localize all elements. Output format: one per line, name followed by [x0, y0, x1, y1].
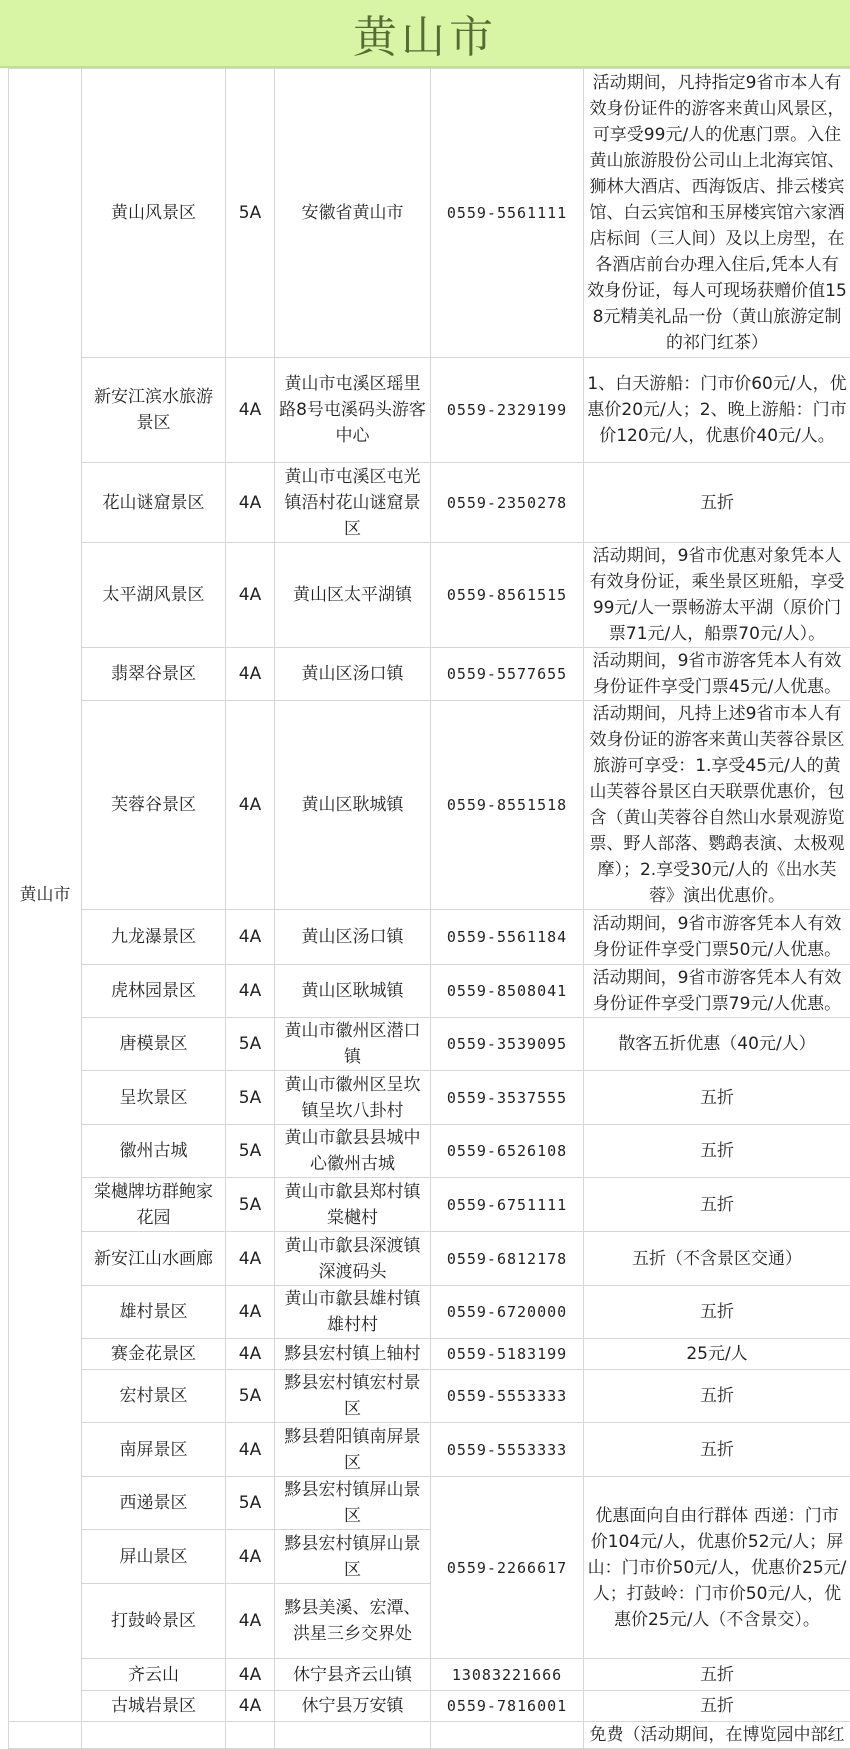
- spot-phone: 0559-2329199: [431, 358, 584, 463]
- spot-discount: 活动期间，9省市优惠对象凭本人有效身份证，乘坐景区班船，享受99元/人一票畅游太平湖（原价门票71元/人，船票70元/人）。: [584, 543, 850, 648]
- spot-level: 5A: [226, 1071, 275, 1125]
- table-row: [9, 1125, 850, 1178]
- spot-discount: 五折: [584, 1071, 850, 1125]
- spot-discount: 五折（不含景区交通）: [584, 1232, 850, 1286]
- spot-name: 雄村景区: [82, 1286, 226, 1339]
- table-row: [9, 701, 850, 910]
- spot-name: 齐云山: [82, 1659, 226, 1691]
- spot-level: 4A: [226, 1530, 275, 1584]
- spot-name: 棠樾牌坊群鲍家花园: [82, 1178, 226, 1232]
- spot-address: 黄山市屯溪区瑶里路8号屯溪码头游客中心: [275, 358, 431, 463]
- spot-level: 5A: [226, 1018, 275, 1071]
- spot-address: 黄山市屯溪区屯光镇浯村花山谜窟景区: [275, 463, 431, 543]
- spot-level: 4A: [226, 965, 275, 1018]
- spot-name: 宏村景区: [82, 1370, 226, 1423]
- spot-level: 4A: [226, 1339, 275, 1370]
- table-row: [9, 1477, 850, 1530]
- spot-address: 黟县碧阳镇南屏景区: [275, 1423, 431, 1477]
- spot-name: 花山谜窟景区: [82, 463, 226, 543]
- spot-address: 安徽省黄山市: [275, 69, 431, 358]
- spot-phone: 0559-7816001: [431, 1691, 584, 1722]
- spot-address: 黄山区汤口镇: [275, 648, 431, 701]
- spot-phone: 0559-5553333: [431, 1423, 584, 1477]
- spot-phone: 0559-5553333: [431, 1370, 584, 1423]
- table-row: [9, 1722, 850, 1749]
- table-row: [9, 543, 850, 648]
- spot-discount: 五折: [584, 1178, 850, 1232]
- spot-level: 4A: [226, 358, 275, 463]
- spot-phone: 0559-5561111: [431, 69, 584, 358]
- spot-phone: [431, 1722, 584, 1749]
- table-row: [9, 1232, 850, 1286]
- spot-address: 黄山市徽州区潜口镇: [275, 1018, 431, 1071]
- spot-phone: 0559-8551518: [431, 701, 584, 910]
- spot-phone: 0559-6751111: [431, 1178, 584, 1232]
- spot-discount: 免费（活动期间，在博览园中部红: [584, 1722, 850, 1749]
- spot-address: 黄山市歙县雄村镇雄村村: [275, 1286, 431, 1339]
- spot-level: 4A: [226, 543, 275, 648]
- spot-level: [226, 1722, 275, 1749]
- table-row: [9, 69, 850, 358]
- spot-level: 5A: [226, 1125, 275, 1178]
- spot-level: 4A: [226, 1423, 275, 1477]
- spot-name: 新安江山水画廊: [82, 1232, 226, 1286]
- spot-name: 徽州古城: [82, 1125, 226, 1178]
- spot-address: 黄山区汤口镇: [275, 910, 431, 965]
- table-row: [9, 358, 850, 463]
- spot-name: 屏山景区: [82, 1530, 226, 1584]
- spot-level: 4A: [226, 463, 275, 543]
- spot-discount: 五折: [584, 1659, 850, 1691]
- spot-phone: 0559-5561184: [431, 910, 584, 965]
- spot-level: 4A: [226, 1232, 275, 1286]
- table-row: [9, 648, 850, 701]
- spot-address: 黄山区耿城镇: [275, 701, 431, 910]
- spot-address: 黟县美溪、宏潭、洪星三乡交界处: [275, 1584, 431, 1659]
- spot-name: 古城岩景区: [82, 1691, 226, 1722]
- table-row: [9, 1178, 850, 1232]
- spot-phone: 13083221666: [431, 1659, 584, 1691]
- spot-discount: 活动期间，凡持上述9省市本人有效身份证的游客来黄山芙蓉谷景区旅游可享受：1.享受45元/人的黄山芙蓉谷景区白天联票优惠价，包含（黄山芙蓉谷自然山水景观游览票、野人部落、鹦鹉表演、太极观摩）；2.享受30元/人的《出水芙蓉》演出优惠价。: [584, 701, 850, 910]
- spot-address: 黟县宏村镇屏山景区: [275, 1530, 431, 1584]
- spot-discount: 散客五折优惠（40元/人）: [584, 1018, 850, 1071]
- spot-discount: 优惠面向自由行群体 西递：门市价104元/人，优惠价52元/人；屏山：门市价50元/人，优惠价25元/人；打鼓岭：门市价50元/人，优惠价25元/人（不含景交）。: [584, 1477, 850, 1659]
- table-row: [9, 1659, 850, 1691]
- spot-name: 太平湖风景区: [82, 543, 226, 648]
- spot-name: 赛金花景区: [82, 1339, 226, 1370]
- spot-phone: 0559-8561515: [431, 543, 584, 648]
- spot-discount: 五折: [584, 1423, 850, 1477]
- spot-name: 唐模景区: [82, 1018, 226, 1071]
- spot-address: 黟县宏村镇宏村景区: [275, 1370, 431, 1423]
- table-row: [9, 965, 850, 1018]
- spot-address: 黄山市歙县深渡镇深渡码头: [275, 1232, 431, 1286]
- spot-level: 5A: [226, 1370, 275, 1423]
- spot-name: 翡翠谷景区: [82, 648, 226, 701]
- spot-address: 黄山区太平湖镇: [275, 543, 431, 648]
- table-row: [9, 1423, 850, 1477]
- table-row: [9, 1339, 850, 1370]
- spot-discount: 活动期间，9省市游客凭本人有效身份证件享受门票50元/人优惠。: [584, 910, 850, 965]
- spot-phone: 0559-2266617: [431, 1477, 584, 1659]
- spot-name: 虎林园景区: [82, 965, 226, 1018]
- spot-discount: 活动期间，9省市游客凭本人有效身份证件享受门票45元/人优惠。: [584, 648, 850, 701]
- spot-address: 黟县宏村镇上轴村: [275, 1339, 431, 1370]
- scenic-spots-table: [8, 68, 850, 1749]
- spot-level: 4A: [226, 701, 275, 910]
- spot-address: 休宁县万安镇: [275, 1691, 431, 1722]
- spot-level: 4A: [226, 1286, 275, 1339]
- spot-address: 黟县宏村镇屏山景区: [275, 1477, 431, 1530]
- spot-level: 4A: [226, 648, 275, 701]
- spot-level: 5A: [226, 1477, 275, 1530]
- spot-name: 芙蓉谷景区: [82, 701, 226, 910]
- table-row: [9, 1018, 850, 1071]
- spot-discount: 五折: [584, 1370, 850, 1423]
- spot-address: 黄山市徽州区呈坎镇呈坎八卦村: [275, 1071, 431, 1125]
- spot-level: 4A: [226, 1659, 275, 1691]
- table-row: [9, 1370, 850, 1423]
- city-title-banner: [0, 0, 850, 68]
- spot-phone: 0559-6526108: [431, 1125, 584, 1178]
- spot-level: 4A: [226, 1691, 275, 1722]
- spot-phone: 0559-5577655: [431, 648, 584, 701]
- table-row: [9, 1286, 850, 1339]
- spot-discount: 1、白天游船：门市价60元/人，优惠价20元/人；2、晚上游船：门市价120元/人，优惠价40元/人。: [584, 358, 850, 463]
- spot-discount: 活动期间，9省市游客凭本人有效身份证件享受门票79元/人优惠。: [584, 965, 850, 1018]
- spot-phone: 0559-6812178: [431, 1232, 584, 1286]
- spot-name: 黄山风景区: [82, 69, 226, 358]
- spot-level: 5A: [226, 69, 275, 358]
- spot-name: [82, 1722, 226, 1749]
- spot-name: 九龙瀑景区: [82, 910, 226, 965]
- spot-address: 黄山市歙县县城中心徽州古城: [275, 1125, 431, 1178]
- spot-address: 黄山市歙县郑村镇棠樾村: [275, 1178, 431, 1232]
- spot-phone: 0559-3539095: [431, 1018, 584, 1071]
- spot-level: 4A: [226, 1584, 275, 1659]
- spot-address: 黄山区耿城镇: [275, 965, 431, 1018]
- spot-address: 休宁县齐云山镇: [275, 1659, 431, 1691]
- spot-discount: 活动期间，凡持指定9省市本人有效身份证件的游客来黄山风景区，可享受99元/人的优惠门票。入住黄山旅游股份公司山上北海宾馆、狮林大酒店、西海饭店、排云楼宾馆、白云宾馆和玉屏楼宾馆六家酒店标间（三人间）及以上房型，在各酒店前台办理入住后,凭本人有效身份证，每人可现场获赠价值158元精美礼品一份（黄山旅游定制的祁门红茶）: [584, 69, 850, 358]
- spot-phone: 0559-2350278: [431, 463, 584, 543]
- spot-phone: 0559-8508041: [431, 965, 584, 1018]
- spot-phone: 0559-6720000: [431, 1286, 584, 1339]
- spot-phone: 0559-5183199: [431, 1339, 584, 1370]
- spot-level: 5A: [226, 1178, 275, 1232]
- spot-address: [275, 1722, 431, 1749]
- spot-discount: 五折: [584, 1286, 850, 1339]
- city-title: 黄山市: [353, 1, 497, 65]
- table-row: [9, 463, 850, 543]
- table-row: [9, 910, 850, 965]
- spot-name: 呈坎景区: [82, 1071, 226, 1125]
- spot-name: 打鼓岭景区: [82, 1584, 226, 1659]
- city-cell: 黄山市: [9, 69, 82, 1722]
- spot-discount: 25元/人: [584, 1339, 850, 1370]
- table-row: [9, 1071, 850, 1125]
- spot-discount: 五折: [584, 463, 850, 543]
- spot-name: 南屏景区: [82, 1423, 226, 1477]
- spot-name: 西递景区: [82, 1477, 226, 1530]
- spot-phone: 0559-3537555: [431, 1071, 584, 1125]
- spot-name: 新安江滨水旅游景区: [82, 358, 226, 463]
- spot-discount: 五折: [584, 1691, 850, 1722]
- spot-level: 4A: [226, 910, 275, 965]
- spot-discount: 五折: [584, 1125, 850, 1178]
- city-cell-next: [9, 1722, 82, 1749]
- table-row: [9, 1691, 850, 1722]
